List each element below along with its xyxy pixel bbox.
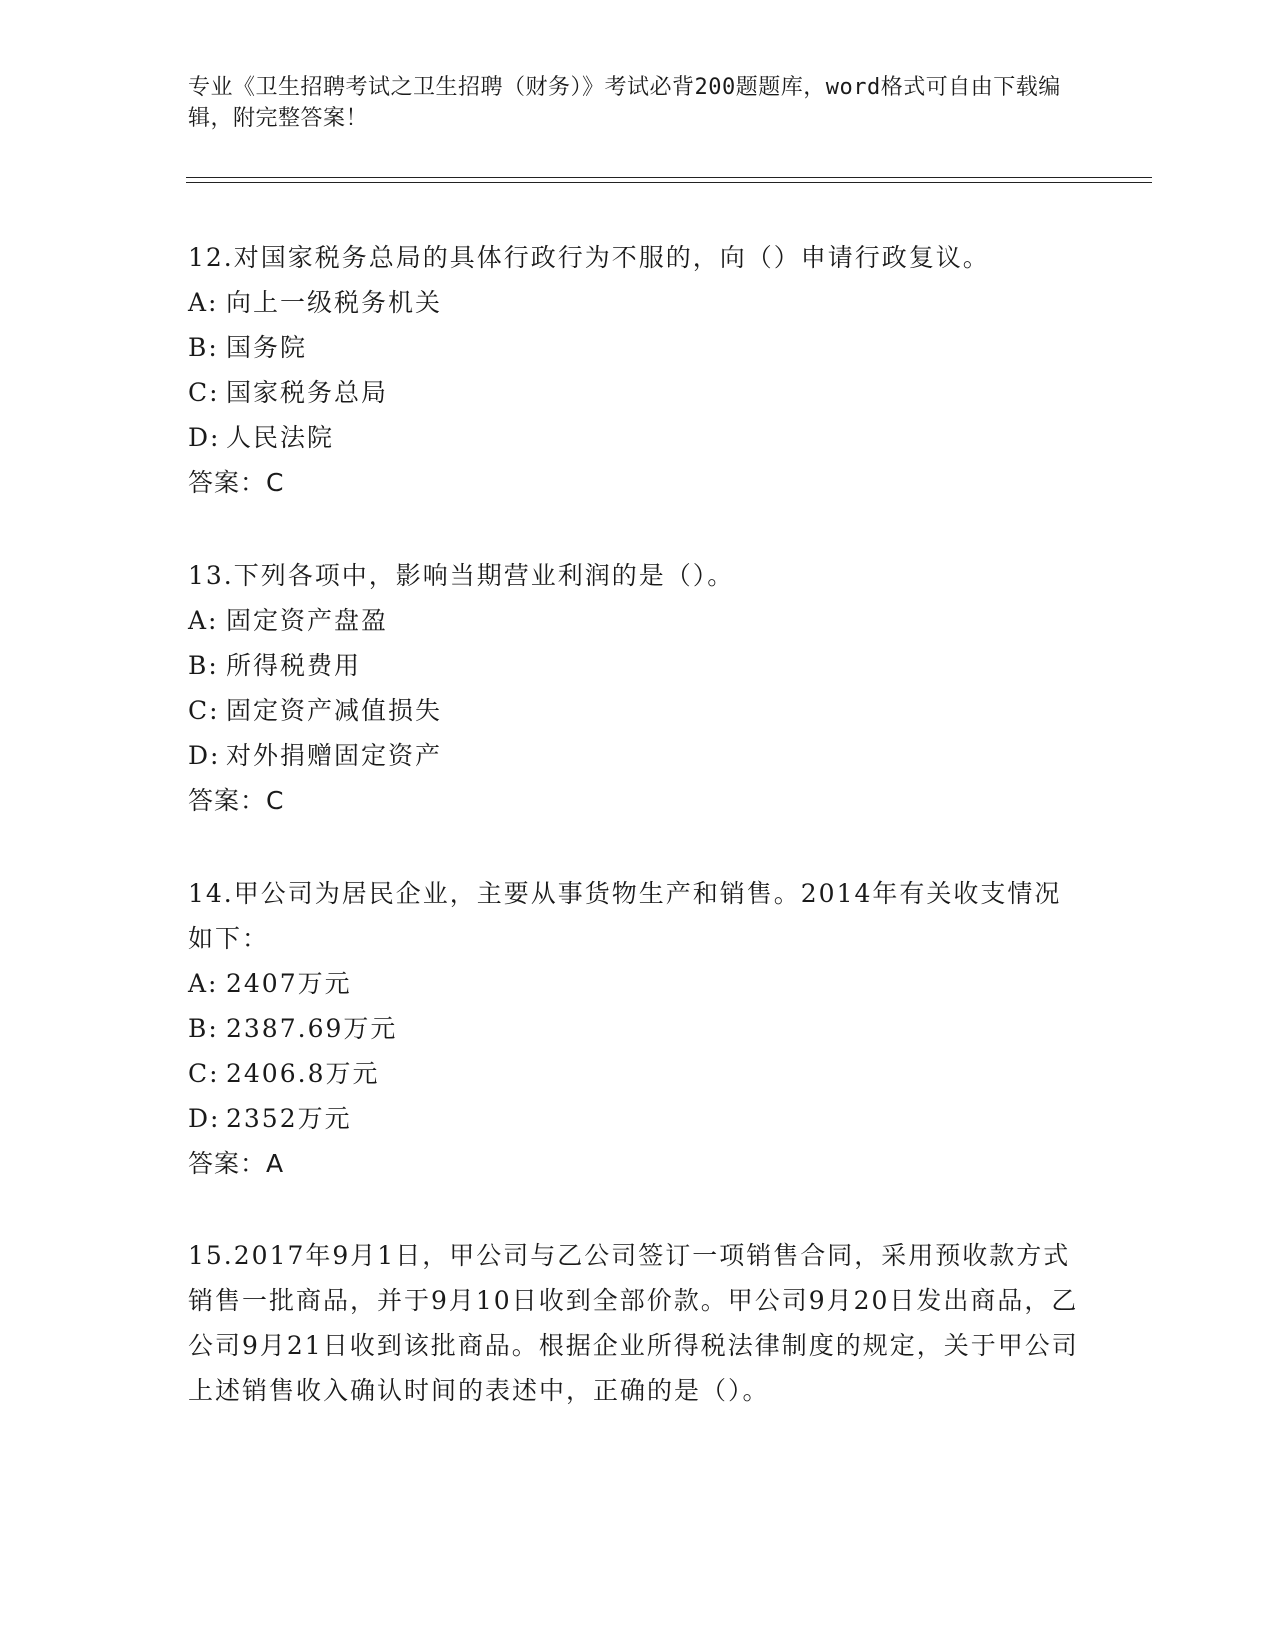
- option-letter: C:: [188, 378, 220, 407]
- option-list: [188, 280, 1088, 460]
- option-letter: D:: [188, 741, 221, 770]
- question-stem: 15.2017年9月1日，甲公司与乙公司签订一项销售合同，采用预收款方式销售一批商品，并于9月10日收到全部价款。甲公司9月20日发出商品，乙公司9月21日收到该批商品。根据企业所得税法律制度的规定，关于甲公司上述销售收入确认时间的表述中，正确的是（）。: [188, 1241, 1079, 1405]
- answer-line: 答案：A: [188, 1149, 285, 1178]
- option-letter: B:: [188, 1014, 219, 1043]
- option-c: [188, 370, 1088, 415]
- option-text: 所得税费用: [226, 651, 362, 680]
- option-a: [188, 598, 1088, 643]
- option-b: [188, 325, 1088, 370]
- option-text: 2406.8万元: [226, 1059, 380, 1088]
- option-text: 国家税务总局: [226, 378, 389, 407]
- option-letter: A:: [188, 288, 219, 317]
- option-text: 国务院: [226, 333, 308, 362]
- option-list: [188, 961, 1088, 1141]
- option-c: [188, 688, 1088, 733]
- option-letter: D:: [188, 423, 221, 452]
- option-c: [188, 1051, 1088, 1096]
- option-text: 固定资产减值损失: [226, 696, 443, 725]
- question-stem: 14.甲公司为居民企业，主要从事货物生产和销售。2014年有关收支情况如下：: [188, 879, 1062, 953]
- option-letter: B:: [188, 333, 219, 362]
- option-b: [188, 643, 1088, 688]
- option-text: 2407万元: [226, 969, 352, 998]
- question-14: [188, 871, 1088, 1186]
- option-d: [188, 1096, 1088, 1141]
- option-list: [188, 598, 1088, 778]
- question-13: [188, 553, 1088, 823]
- option-a: [188, 961, 1088, 1006]
- option-letter: C:: [188, 696, 220, 725]
- option-text: 向上一级税务机关: [226, 288, 443, 317]
- header-divider-bottom: [186, 182, 1152, 183]
- option-letter: A:: [188, 969, 219, 998]
- option-letter: C:: [188, 1059, 220, 1088]
- answer-line: 答案：C: [188, 786, 285, 815]
- option-letter: A:: [188, 606, 219, 635]
- option-letter: D:: [188, 1104, 221, 1133]
- option-d: [188, 415, 1088, 460]
- question-stem: 13.下列各项中，影响当期营业利润的是（）。: [188, 561, 735, 590]
- option-text: 2352万元: [226, 1104, 352, 1133]
- option-text: 人民法院: [226, 423, 335, 452]
- option-letter: B:: [188, 651, 219, 680]
- option-text: 固定资产盘盈: [226, 606, 389, 635]
- question-12: [188, 235, 1088, 505]
- option-text: 2387.69万元: [226, 1014, 398, 1043]
- option-a: [188, 280, 1088, 325]
- option-d: [188, 733, 1088, 778]
- question-15: [188, 1233, 1088, 1413]
- option-b: [188, 1006, 1088, 1051]
- document-header: 专业《卫生招聘考试之卫生招聘（财务）》考试必背200题题库，word格式可自由下载编辑，附完整答案！: [188, 75, 1061, 131]
- question-stem: 12.对国家税务总局的具体行政行为不服的，向（）申请行政复议。: [188, 243, 990, 272]
- header-divider-top: [186, 177, 1152, 178]
- option-text: 对外捐赠固定资产: [226, 741, 443, 770]
- answer-line: 答案：C: [188, 468, 285, 497]
